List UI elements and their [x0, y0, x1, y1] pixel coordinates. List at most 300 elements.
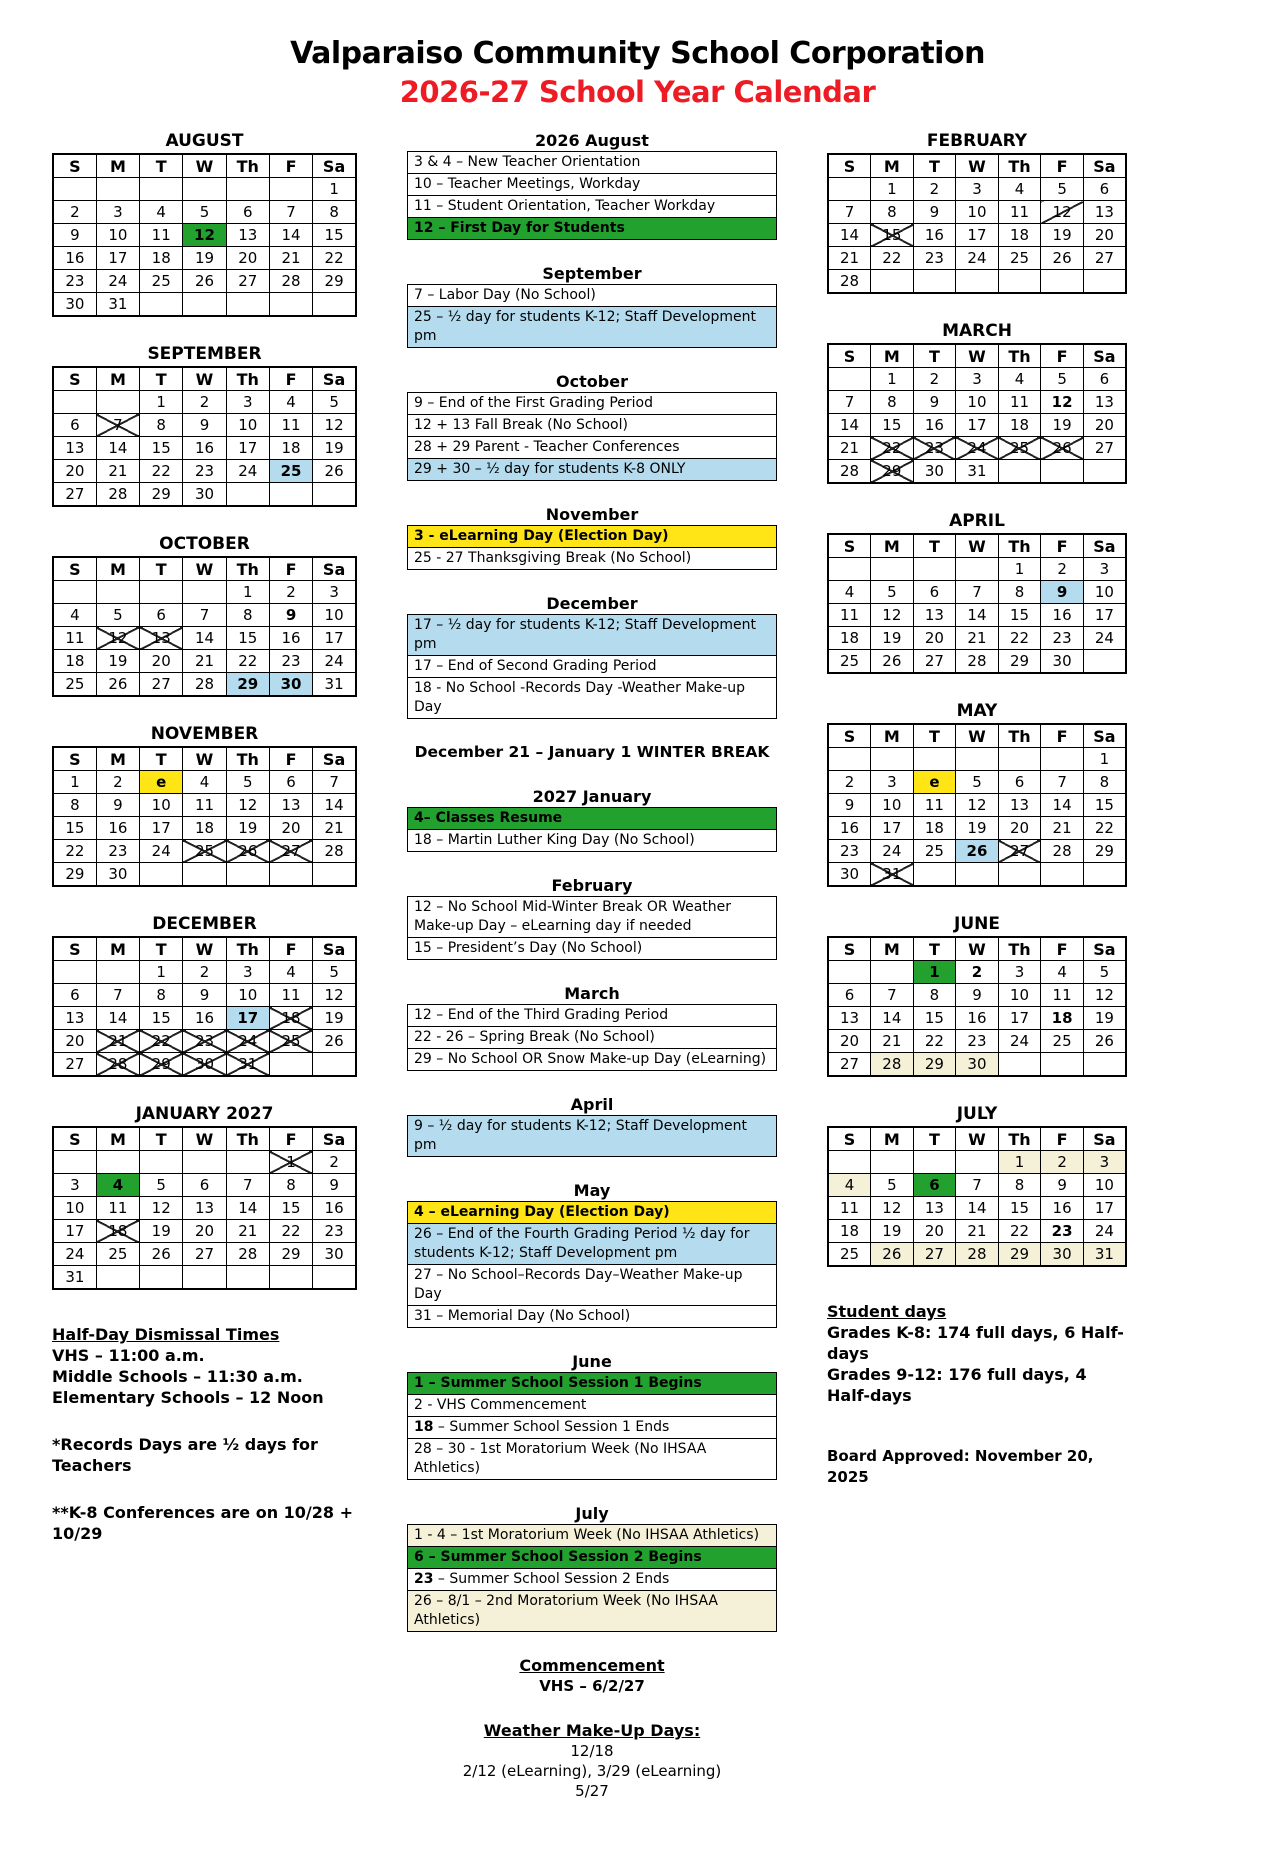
week-row [828, 650, 1126, 674]
events-month-title-april: April [570, 1095, 614, 1114]
day-cell [1083, 650, 1126, 674]
day-cell [1041, 1053, 1084, 1077]
day-cell [183, 178, 226, 201]
day-cell: 25 [1041, 1030, 1084, 1053]
day-cell: 16 [96, 817, 139, 840]
day-cell: 22 [913, 1030, 956, 1053]
day-cell [828, 961, 871, 984]
day-cell: 7 [313, 771, 356, 794]
day-header: M [871, 1127, 914, 1151]
day-cell: 11 [140, 224, 183, 247]
event-item: 15 – President’s Day (No School) [407, 937, 777, 960]
events-list-march [407, 1004, 777, 1071]
day-cell: 20 [269, 817, 312, 840]
day-cell: 22 [998, 627, 1041, 650]
day-cell: 15 [871, 414, 914, 437]
day-cell: 12 [313, 984, 356, 1007]
month-calendar-march [827, 321, 1127, 484]
day-cell [1083, 1053, 1126, 1077]
day-cell: 18 [53, 650, 96, 673]
week-row [828, 247, 1126, 270]
day-cell: 13 [183, 1197, 226, 1220]
event-item: 6 – Summer School Session 2 Begins [407, 1546, 777, 1569]
day-cell: 14 [956, 604, 999, 627]
month-calendar-december [52, 914, 357, 1077]
page-header [0, 0, 1275, 109]
day-cell: 12 [140, 1197, 183, 1220]
day-header: Sa [1083, 154, 1126, 178]
month-grid-december [52, 936, 357, 1077]
day-cell: 8 [269, 1174, 312, 1197]
day-cell: 11 [269, 414, 312, 437]
event-item: 12 + 13 Fall Break (No School) [407, 414, 777, 437]
day-cell [828, 178, 871, 201]
day-cell: 12 [956, 794, 999, 817]
day-cell: 7 [828, 201, 871, 224]
week-row [828, 414, 1126, 437]
day-cell [96, 961, 139, 984]
day-cell: 8 [1083, 771, 1126, 794]
day-header-row [828, 937, 1126, 961]
day-cell: 12 [1041, 201, 1084, 224]
day-cell: 5 [1083, 961, 1126, 984]
day-cell: 4 [828, 1174, 871, 1197]
week-row [828, 794, 1126, 817]
day-cell: 10 [871, 794, 914, 817]
day-cell: 26 [140, 1243, 183, 1266]
day-cell: 25 [269, 1030, 312, 1053]
day-header: M [871, 344, 914, 368]
day-cell: 26 [183, 270, 226, 293]
day-cell: 21 [226, 1220, 269, 1243]
day-cell: 10 [96, 224, 139, 247]
day-header: Sa [313, 557, 356, 581]
week-row [828, 604, 1126, 627]
day-cell: 27 [53, 483, 96, 507]
page-subtitle: 2026-27 School Year Calendar [399, 75, 876, 109]
day-header: Sa [313, 367, 356, 391]
day-cell: 18 [998, 224, 1041, 247]
day-cell: 28 [1041, 840, 1084, 863]
day-header: M [96, 557, 139, 581]
week-row [828, 224, 1126, 247]
day-cell [269, 178, 312, 201]
day-cell: 5 [956, 771, 999, 794]
day-cell: 25 [53, 673, 96, 697]
day-cell: 12 [313, 414, 356, 437]
day-cell [53, 1151, 96, 1174]
week-row [53, 460, 356, 483]
event-item: 29 + 30 – ½ day for students K-8 ONLY [407, 458, 777, 481]
day-cell: 8 [226, 604, 269, 627]
left-calendar-column [52, 131, 357, 1544]
event-item: 7 – Labor Day (No School) [407, 284, 777, 307]
day-cell: 27 [183, 1243, 226, 1266]
day-cell: 17 [1083, 1197, 1126, 1220]
day-cell: 17 [956, 414, 999, 437]
day-cell [956, 748, 999, 771]
day-cell: 9 [183, 414, 226, 437]
week-row [53, 961, 356, 984]
week-row [828, 1243, 1126, 1267]
student-days-912: Grades 9-12: 176 full days, 4 Half-days [827, 1365, 1087, 1405]
day-cell: 3 [96, 201, 139, 224]
day-header: Th [998, 154, 1041, 178]
day-cell: 9 [828, 794, 871, 817]
day-cell [1041, 863, 1084, 887]
day-header: M [871, 534, 914, 558]
day-header: Sa [313, 937, 356, 961]
day-cell: 26 [956, 840, 999, 863]
week-row [828, 1151, 1126, 1174]
day-header: W [183, 747, 226, 771]
month-title-november: NOVEMBER [150, 724, 259, 744]
day-cell: 22 [1083, 817, 1126, 840]
week-row [53, 178, 356, 201]
day-cell: 20 [53, 1030, 96, 1053]
day-cell: 16 [956, 1007, 999, 1030]
day-header: Th [998, 1127, 1041, 1151]
day-cell [956, 270, 999, 294]
day-cell: 10 [1083, 581, 1126, 604]
month-calendar-october [52, 534, 357, 697]
day-header-row [53, 367, 356, 391]
day-cell: 8 [998, 1174, 1041, 1197]
day-cell: 21 [871, 1030, 914, 1053]
month-title-may: MAY [956, 701, 998, 721]
day-cell [1083, 460, 1126, 484]
day-cell: 20 [183, 1220, 226, 1243]
day-header: T [913, 724, 956, 748]
week-row [53, 794, 356, 817]
day-cell: 19 [1083, 1007, 1126, 1030]
event-item: 23 – Summer School Session 2 Ends [407, 1568, 777, 1591]
day-cell: 28 [96, 483, 139, 507]
week-row [828, 460, 1126, 484]
day-cell: 17 [313, 627, 356, 650]
day-cell [226, 863, 269, 887]
day-header: M [96, 367, 139, 391]
day-cell: 27 [913, 1243, 956, 1267]
right-calendar-column [827, 131, 1127, 1488]
events-list-april [407, 1115, 777, 1157]
month-weeks [828, 1151, 1126, 1267]
student-days-note [827, 1301, 1127, 1488]
day-header: Sa [313, 747, 356, 771]
day-cell [96, 1151, 139, 1174]
day-cell: 11 [913, 794, 956, 817]
day-cell: 5 [226, 771, 269, 794]
day-cell: 30 [183, 483, 226, 507]
day-cell: 6 [226, 201, 269, 224]
day-cell: 22 [998, 1220, 1041, 1243]
day-cell: 6 [913, 581, 956, 604]
day-cell: 28 [828, 460, 871, 484]
day-header: Sa [313, 154, 356, 178]
events-section-2026-august [407, 131, 777, 240]
day-cell: 8 [313, 201, 356, 224]
day-cell: 16 [913, 414, 956, 437]
day-cell: 11 [96, 1197, 139, 1220]
day-cell: 17 [226, 1007, 269, 1030]
day-cell [956, 558, 999, 581]
month-title-march: MARCH [942, 321, 1012, 341]
day-cell: 24 [313, 650, 356, 673]
day-cell: 5 [871, 1174, 914, 1197]
day-cell: 9 [313, 1174, 356, 1197]
day-cell: 23 [269, 650, 312, 673]
events-month-title-july: July [575, 1504, 609, 1523]
day-cell: 9 [956, 984, 999, 1007]
event-item: 18 – Martin Luther King Day (No School) [407, 829, 777, 852]
day-cell [226, 293, 269, 317]
day-cell: 23 [53, 270, 96, 293]
week-row [828, 863, 1126, 887]
day-cell: 17 [96, 247, 139, 270]
events-section-march [407, 984, 777, 1071]
day-header: T [913, 154, 956, 178]
day-cell: 31 [226, 1053, 269, 1077]
day-cell: 29 [998, 1243, 1041, 1267]
day-cell [96, 178, 139, 201]
day-cell: 23 [1041, 1220, 1084, 1243]
day-cell: 13 [140, 627, 183, 650]
day-cell: 21 [956, 1220, 999, 1243]
month-title-january-2027: JANUARY 2027 [135, 1104, 274, 1124]
events-section-2027-january [407, 787, 777, 852]
month-weeks [828, 558, 1126, 674]
spring-summer-calendars [827, 131, 1127, 1267]
events-list-september [407, 284, 777, 348]
day-cell: 27 [828, 1053, 871, 1077]
day-cell [828, 748, 871, 771]
day-cell: 7 [269, 201, 312, 224]
day-cell: 16 [269, 627, 312, 650]
day-cell: 13 [53, 1007, 96, 1030]
day-header-row [53, 937, 356, 961]
day-cell: 4 [140, 201, 183, 224]
day-cell: 15 [140, 437, 183, 460]
day-cell: 1 [913, 961, 956, 984]
day-cell: 13 [913, 1197, 956, 1220]
week-row [828, 1030, 1126, 1053]
day-cell: 28 [226, 1243, 269, 1266]
day-header: W [183, 154, 226, 178]
day-cell [269, 863, 312, 887]
day-cell [183, 1266, 226, 1290]
day-header: Th [226, 937, 269, 961]
day-cell: 19 [96, 650, 139, 673]
day-cell [998, 460, 1041, 484]
event-item: 10 – Teacher Meetings, Workday [407, 173, 777, 196]
day-cell: 24 [226, 1030, 269, 1053]
day-header: Sa [1083, 344, 1126, 368]
day-header: S [53, 747, 96, 771]
month-weeks [828, 748, 1126, 887]
day-header: Th [998, 937, 1041, 961]
month-title-april: APRIL [949, 511, 1005, 531]
day-header: Th [998, 534, 1041, 558]
events-month-title-december: December [546, 594, 638, 613]
event-item: 12 – End of the Third Grading Period [407, 1004, 777, 1027]
day-cell: 2 [183, 961, 226, 984]
day-header: W [956, 937, 999, 961]
day-cell: 26 [1041, 437, 1084, 460]
week-row [828, 270, 1126, 294]
day-cell: 10 [956, 201, 999, 224]
day-cell: 20 [140, 650, 183, 673]
day-cell: 14 [871, 1007, 914, 1030]
week-row [53, 627, 356, 650]
month-calendar-august [52, 131, 357, 317]
day-cell: 2 [183, 391, 226, 414]
day-header: T [140, 747, 183, 771]
day-header: F [269, 747, 312, 771]
day-cell: 27 [53, 1053, 96, 1077]
day-cell: 3 [53, 1174, 96, 1197]
month-grid-january-2027 [52, 1126, 357, 1290]
day-header: Sa [1083, 1127, 1126, 1151]
day-cell: 31 [1083, 1243, 1126, 1267]
week-row [828, 201, 1126, 224]
day-header-row [828, 344, 1126, 368]
day-cell [913, 270, 956, 294]
day-header-row [53, 367, 356, 391]
day-cell: 25 [998, 437, 1041, 460]
day-cell: 30 [269, 673, 312, 697]
day-cell: 24 [226, 460, 269, 483]
events-month-title-november: November [545, 505, 639, 524]
day-cell: 29 [913, 1053, 956, 1077]
day-header: W [183, 557, 226, 581]
day-cell: 14 [183, 627, 226, 650]
day-cell: 26 [871, 1243, 914, 1267]
day-header: S [828, 724, 871, 748]
page-title: Valparaiso Community School Corporation [290, 36, 985, 71]
day-header-row [828, 1127, 1126, 1151]
events-month-title-2026-august: 2026 August [535, 131, 649, 150]
day-header: S [53, 557, 96, 581]
day-header: Th [226, 557, 269, 581]
day-cell [998, 270, 1041, 294]
week-row [828, 368, 1126, 391]
day-cell: 26 [96, 673, 139, 697]
week-row [53, 1243, 356, 1266]
day-cell: 24 [96, 270, 139, 293]
day-cell: 6 [913, 1174, 956, 1197]
day-cell: 22 [269, 1220, 312, 1243]
day-cell: 17 [871, 817, 914, 840]
day-cell [871, 1151, 914, 1174]
week-row [828, 1197, 1126, 1220]
day-header-row [53, 154, 356, 178]
month-weeks [828, 961, 1126, 1077]
day-cell: 8 [53, 794, 96, 817]
day-header: W [956, 344, 999, 368]
day-header: T [913, 937, 956, 961]
day-cell: 19 [226, 817, 269, 840]
day-header: F [269, 557, 312, 581]
day-cell: 7 [1041, 771, 1084, 794]
day-header-row [828, 724, 1126, 748]
day-cell: 24 [956, 437, 999, 460]
day-cell: 17 [140, 817, 183, 840]
day-cell: 2 [53, 201, 96, 224]
day-cell: 22 [871, 437, 914, 460]
day-header: Th [226, 367, 269, 391]
day-cell: 28 [956, 1243, 999, 1267]
month-grid-july [827, 1126, 1127, 1267]
day-cell: 19 [1041, 224, 1084, 247]
day-cell: 2 [913, 178, 956, 201]
event-item: 31 – Memorial Day (No School) [407, 1305, 777, 1328]
day-header: T [140, 154, 183, 178]
day-cell [140, 293, 183, 317]
day-cell: 20 [828, 1030, 871, 1053]
day-header: T [913, 344, 956, 368]
day-cell: 21 [956, 627, 999, 650]
week-row [53, 581, 356, 604]
weather-make-up-days-line: 2/12 (eLearning), 3/29 (eLearning) [462, 1762, 722, 1780]
day-cell: 18 [913, 817, 956, 840]
week-row [828, 1007, 1126, 1030]
day-cell: 3 [1083, 558, 1126, 581]
day-cell [53, 581, 96, 604]
day-header-row [53, 937, 356, 961]
day-cell: 6 [183, 1174, 226, 1197]
day-header-row [828, 937, 1126, 961]
day-cell: 28 [828, 270, 871, 294]
day-cell [96, 1266, 139, 1290]
day-cell: 8 [140, 984, 183, 1007]
day-cell: 1 [140, 391, 183, 414]
events-month-title-february: February [551, 876, 633, 895]
day-cell: 12 [1041, 391, 1084, 414]
day-cell [956, 863, 999, 887]
event-item: 28 – 30 - 1st Moratorium Week (No IHSAA Athletics) [407, 1438, 777, 1480]
day-cell [956, 1151, 999, 1174]
events-section-november [407, 505, 777, 570]
day-header: M [871, 937, 914, 961]
student-days-k8: Grades K-8: 174 full days, 6 Half-days [827, 1323, 1124, 1363]
day-cell [53, 178, 96, 201]
month-grid-october [52, 556, 357, 697]
day-cell: 21 [828, 437, 871, 460]
event-item: 17 – End of Second Grading Period [407, 655, 777, 678]
day-cell: 13 [913, 604, 956, 627]
commencement-line: VHS – 6/2/27 [539, 1677, 645, 1695]
day-cell: 17 [1083, 604, 1126, 627]
events-list-may [407, 1201, 777, 1328]
day-cell: 23 [96, 840, 139, 863]
day-cell: 24 [998, 1030, 1041, 1053]
day-header: W [956, 154, 999, 178]
day-cell: 5 [183, 201, 226, 224]
events-section-september [407, 264, 777, 348]
day-header: Th [226, 1127, 269, 1151]
day-cell: 13 [998, 794, 1041, 817]
day-cell: 14 [226, 1197, 269, 1220]
day-cell: 9 [183, 984, 226, 1007]
week-row [53, 437, 356, 460]
week-row [53, 1174, 356, 1197]
day-cell: 4 [998, 178, 1041, 201]
events-month-title-march: March [564, 984, 620, 1003]
day-cell: 14 [828, 414, 871, 437]
day-header: S [828, 534, 871, 558]
dismissal-heading: Half-Day Dismissal Times [52, 1325, 280, 1344]
event-item: 9 – ½ day for students K-12; Staff Development pm [407, 1115, 777, 1157]
